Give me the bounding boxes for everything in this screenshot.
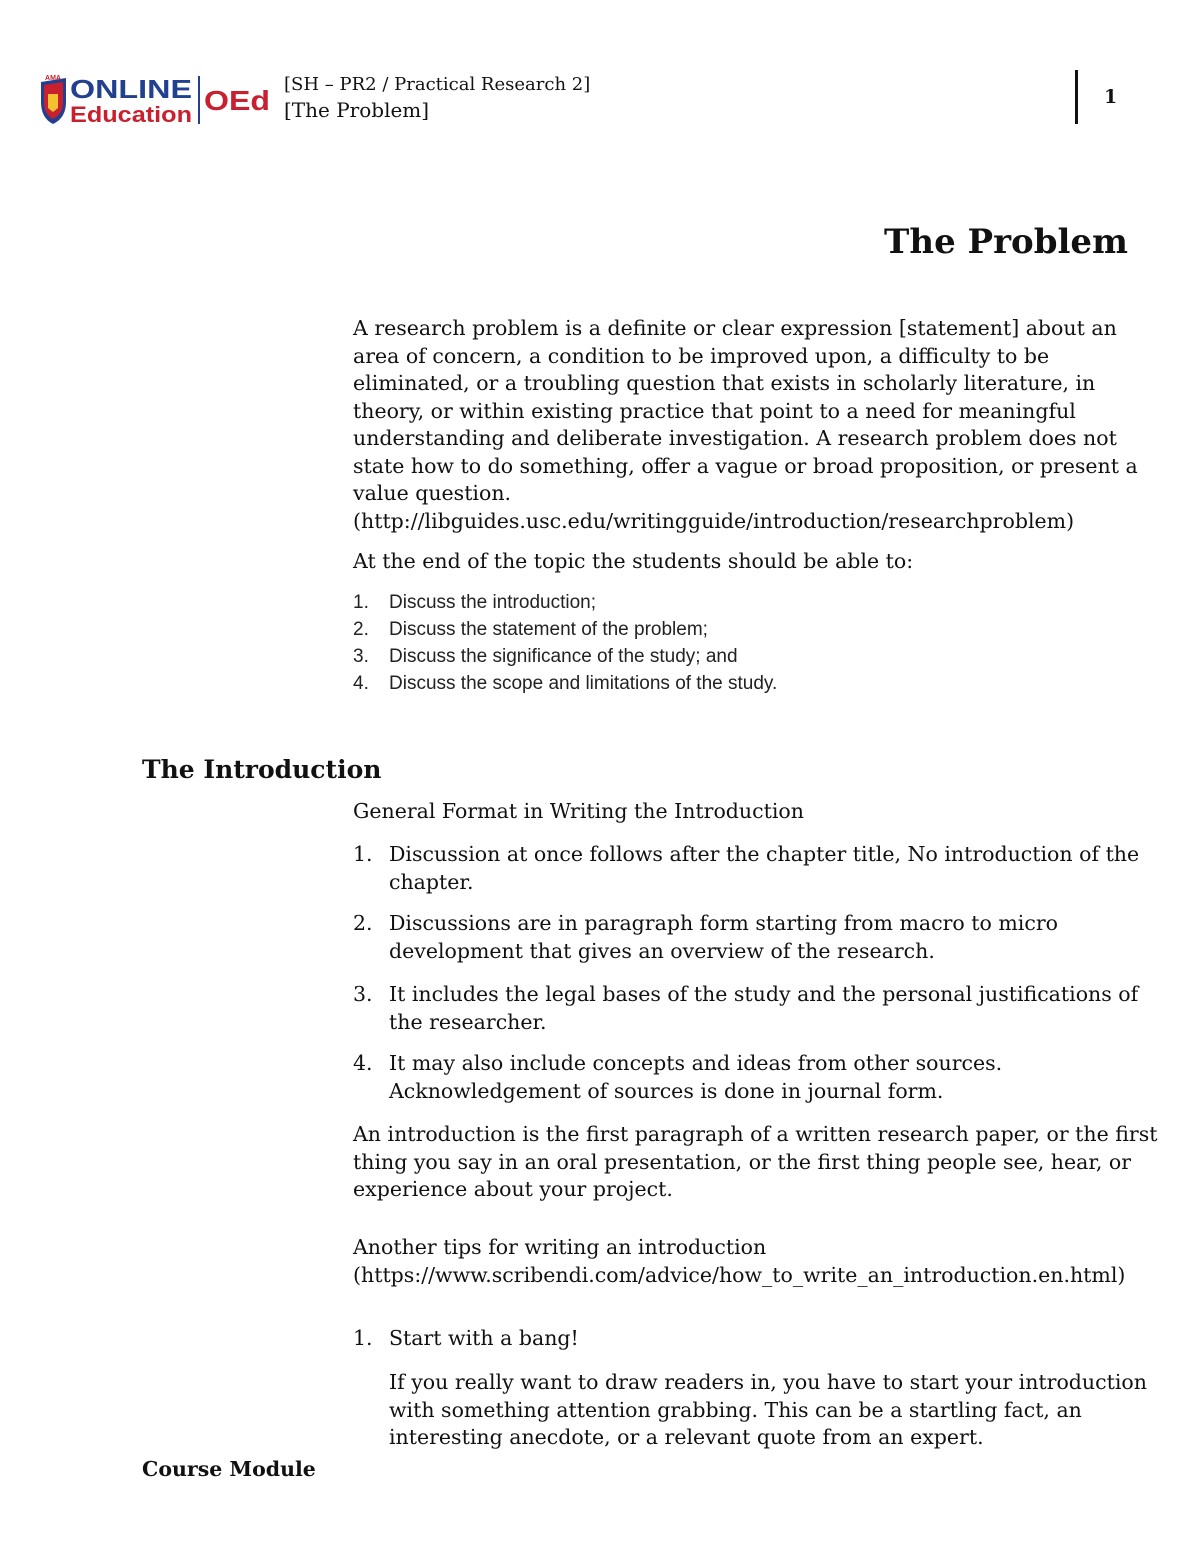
introduction-definition [353, 1121, 1158, 1204]
tip-description-line: with something attention grabbing. This can be a startling fact, an [389, 1397, 1082, 1422]
list-number: 3. [353, 646, 369, 667]
list-number: 2. [353, 911, 373, 935]
list-item [353, 981, 1139, 1036]
intro-line: eliminated, or a troubling question that exists in scholarly literature, in [353, 371, 1096, 395]
list-item [353, 589, 777, 616]
online-education-logo [38, 72, 276, 128]
list-item [353, 1050, 1128, 1105]
logo-badge-text: AMA [45, 75, 61, 82]
header-course-line: [SH – PR2 / Practical Research 2] [284, 74, 591, 95]
logo-divider [198, 76, 200, 124]
tips-lead: Another tips for writing an introduction [353, 1235, 767, 1259]
list-item-text: It includes the legal bases of the study and the personal justifications of [389, 982, 1139, 1006]
intro-line: value question. [353, 481, 512, 505]
tip-description-line: interesting anecdote, or a relevant quote from an expert. [389, 1425, 984, 1449]
list-item-text: Discuss the introduction; [389, 592, 596, 613]
section-heading: The Introduction [142, 755, 382, 784]
tip-title: Start with a bang! [389, 1326, 579, 1350]
list-item-text: Discuss the statement of the problem; [389, 619, 708, 640]
list-number: 2. [353, 619, 369, 640]
list-item [353, 643, 777, 670]
list-item-text: Discuss the scope and limitations of the study. [389, 673, 778, 694]
list-item-text: chapter. [389, 869, 474, 894]
objectives-lead: At the end of the topic the students should be able to: [353, 549, 914, 573]
footer-course-module: Course Module [142, 1457, 316, 1481]
definition-line: thing you say in an oral presentation, or the first thing people see, hear, or [353, 1149, 1132, 1174]
list-item-text: Acknowledgement of sources is done in journal form. [389, 1078, 944, 1103]
shield-emblem-icon [41, 75, 66, 124]
page-number: 1 [1104, 86, 1118, 108]
intro-line: area of concern, a condition to be improved upon, a difficulty to be [353, 343, 1050, 368]
list-number: 1. [353, 842, 373, 866]
intro-line: theory, or within existing practice that point to a need for meaningful [353, 398, 1076, 423]
definition-line: An introduction is the first paragraph of a written research paper, or the first [353, 1122, 1158, 1146]
header-divider [1075, 70, 1078, 124]
list-item-text: Discussions are in paragraph form starting from macro to micro [389, 911, 1058, 935]
list-item-text: Discussion at once follows after the chapter title, No introduction of the [389, 842, 1140, 866]
intro-line: A research problem is a definite or clear expression [statement] about an [353, 316, 1117, 340]
list-item [353, 910, 1128, 965]
list-item-text: development that gives an overview of the research. [389, 938, 935, 963]
definition-line: experience about your project. [353, 1177, 673, 1201]
list-item [353, 670, 777, 697]
list-item [353, 841, 1140, 896]
list-item-text: It may also include concepts and ideas from other sources. [389, 1051, 1003, 1075]
tip-item [353, 1325, 1128, 1353]
list-number: 3. [353, 982, 373, 1006]
header-topic-line: [The Problem] [284, 98, 430, 122]
objectives-list [353, 589, 777, 697]
logo-online-text: ONLINE [70, 74, 192, 104]
page-title: The Problem [884, 222, 1128, 262]
intro-line: understanding and deliberate investigation. A research problem does not [353, 426, 1117, 450]
tips-source-url: (https://www.scribendi.com/advice/how_to_write_an_introduction.en.html) [353, 1263, 1126, 1287]
list-item [353, 616, 777, 643]
intro-line: state how to do something, offer a vague or broad proposition, or present a [353, 453, 1138, 478]
tip-description-line: If you really want to draw readers in, you have to start your introduction [389, 1370, 1147, 1394]
list-number: 4. [353, 1051, 373, 1075]
tip-description [389, 1369, 1147, 1452]
logo-education-text: Education [70, 102, 192, 127]
intro-paragraph [353, 315, 1138, 535]
list-number: 4. [353, 673, 369, 694]
list-number: 1. [353, 592, 369, 613]
list-item-text: the researcher. [389, 1009, 547, 1034]
source-citation: (http://libguides.usc.edu/writingguide/introduction/researchproblem) [353, 508, 1075, 533]
section-subheading: General Format in Writing the Introduction [353, 799, 804, 823]
logo-oed-mark: OEd [204, 85, 270, 116]
list-item-text: Discuss the significance of the study; and [389, 646, 738, 667]
list-number: 1. [353, 1326, 373, 1350]
